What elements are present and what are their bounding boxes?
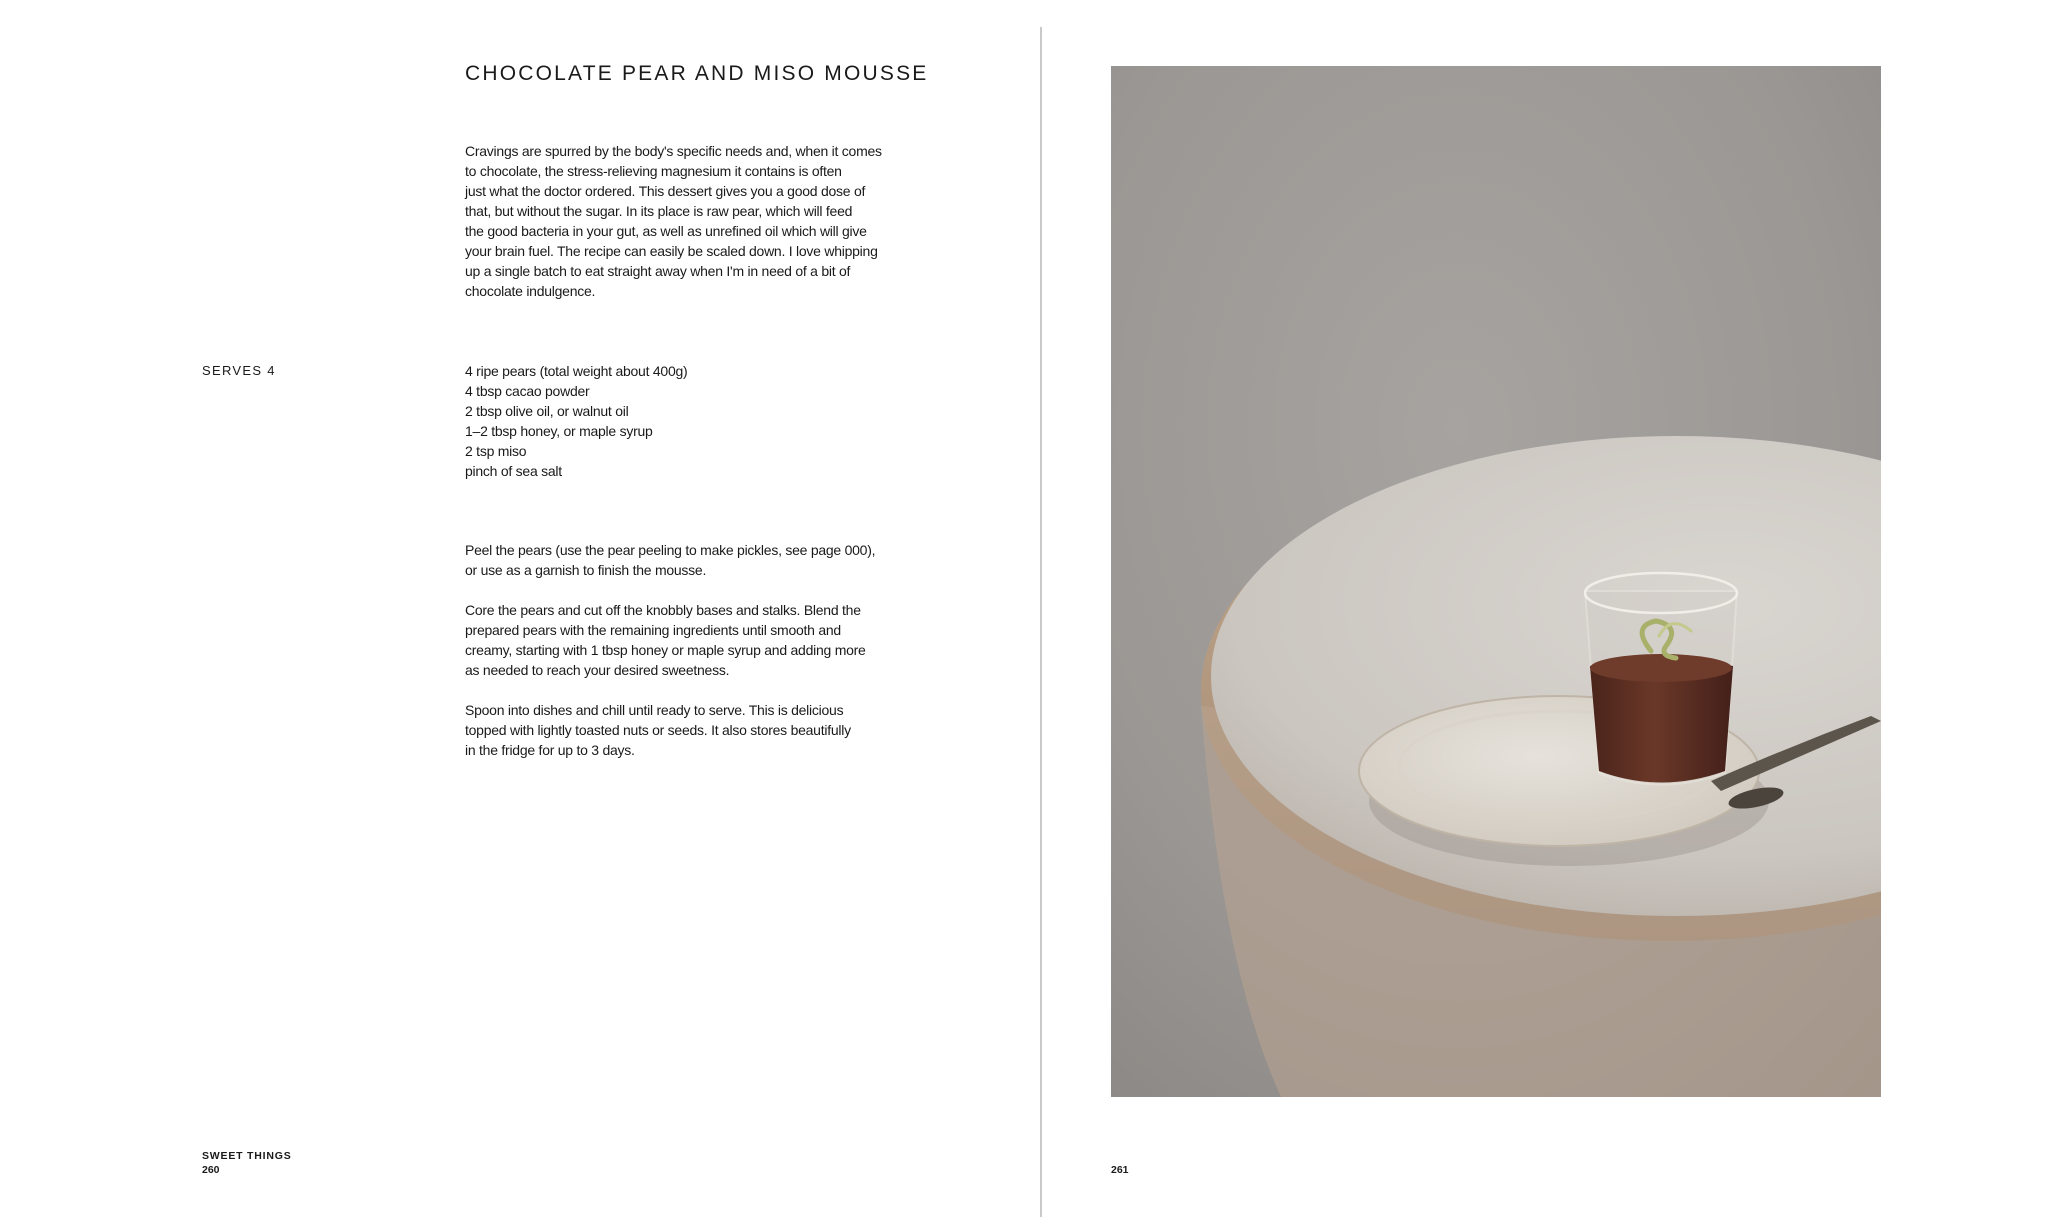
ingredient-item: 2 tbsp olive oil, or walnut oil — [465, 403, 629, 419]
page-number-right: 261 — [1111, 1164, 1129, 1176]
method-line: Spoon into dishes and chill until ready to serve. This is delicious — [465, 702, 844, 718]
method-step — [465, 600, 935, 680]
method-steps — [465, 540, 935, 780]
intro-line: your brain fuel. The recipe can easily be scaled down. I love whipping — [465, 243, 878, 259]
method-step — [465, 540, 935, 580]
method-line: creamy, starting with 1 tbsp honey or maple syrup and adding more — [465, 642, 866, 658]
intro-line: up a single batch to eat straight away when I'm in need of a bit of — [465, 263, 851, 279]
intro-line: just what the doctor ordered. This dessert gives you a good dose of — [465, 183, 866, 199]
intro-line: Cravings are spurred by the body's specific needs and, when it comes — [465, 143, 882, 159]
mousse-surface — [1590, 654, 1732, 682]
method-line: in the fridge for up to 3 days. — [465, 742, 635, 758]
ingredient-list — [465, 361, 935, 481]
intro-line: chocolate indulgence. — [465, 283, 596, 299]
mousse-glass-photo — [1111, 66, 1881, 1097]
page-number-left: 260 — [202, 1164, 220, 1176]
method-line: Core the pears and cut off the knobbly bases and stalks. Blend the — [465, 602, 861, 618]
method-line: prepared pears with the remaining ingredients until smooth and — [465, 622, 841, 638]
ingredient-item: 1–2 tbsp honey, or maple syrup — [465, 423, 653, 439]
ingredient-item: 4 ripe pears (total weight about 400g) — [465, 363, 688, 379]
intro-line: that, but without the sugar. In its place is raw pear, which will feed — [465, 203, 853, 219]
method-line: as needed to reach your desired sweetness. — [465, 662, 730, 678]
ingredient-item: 2 tsp miso — [465, 443, 527, 459]
method-line: Peel the pears (use the pear peeling to make pickles, see page 000), — [465, 542, 876, 558]
ingredient-item: pinch of sea salt — [465, 463, 562, 479]
section-name: SWEET THINGS — [202, 1150, 292, 1162]
intro-line: the good bacteria in your gut, as well as unrefined oil which will give — [465, 223, 867, 239]
method-step — [465, 700, 935, 760]
intro-paragraph — [465, 141, 935, 301]
ingredient-item: 4 tbsp cacao powder — [465, 383, 590, 399]
method-line: or use as a garnish to finish the mousse. — [465, 562, 707, 578]
serves-label: SERVES 4 — [202, 363, 276, 378]
method-line: topped with lightly toasted nuts or seeds. It also stores beautifully — [465, 722, 851, 738]
recipe-title: CHOCOLATE PEAR AND MISO MOUSSE — [465, 62, 929, 85]
intro-line: to chocolate, the stress-relieving magnesium it contains is often — [465, 163, 842, 179]
